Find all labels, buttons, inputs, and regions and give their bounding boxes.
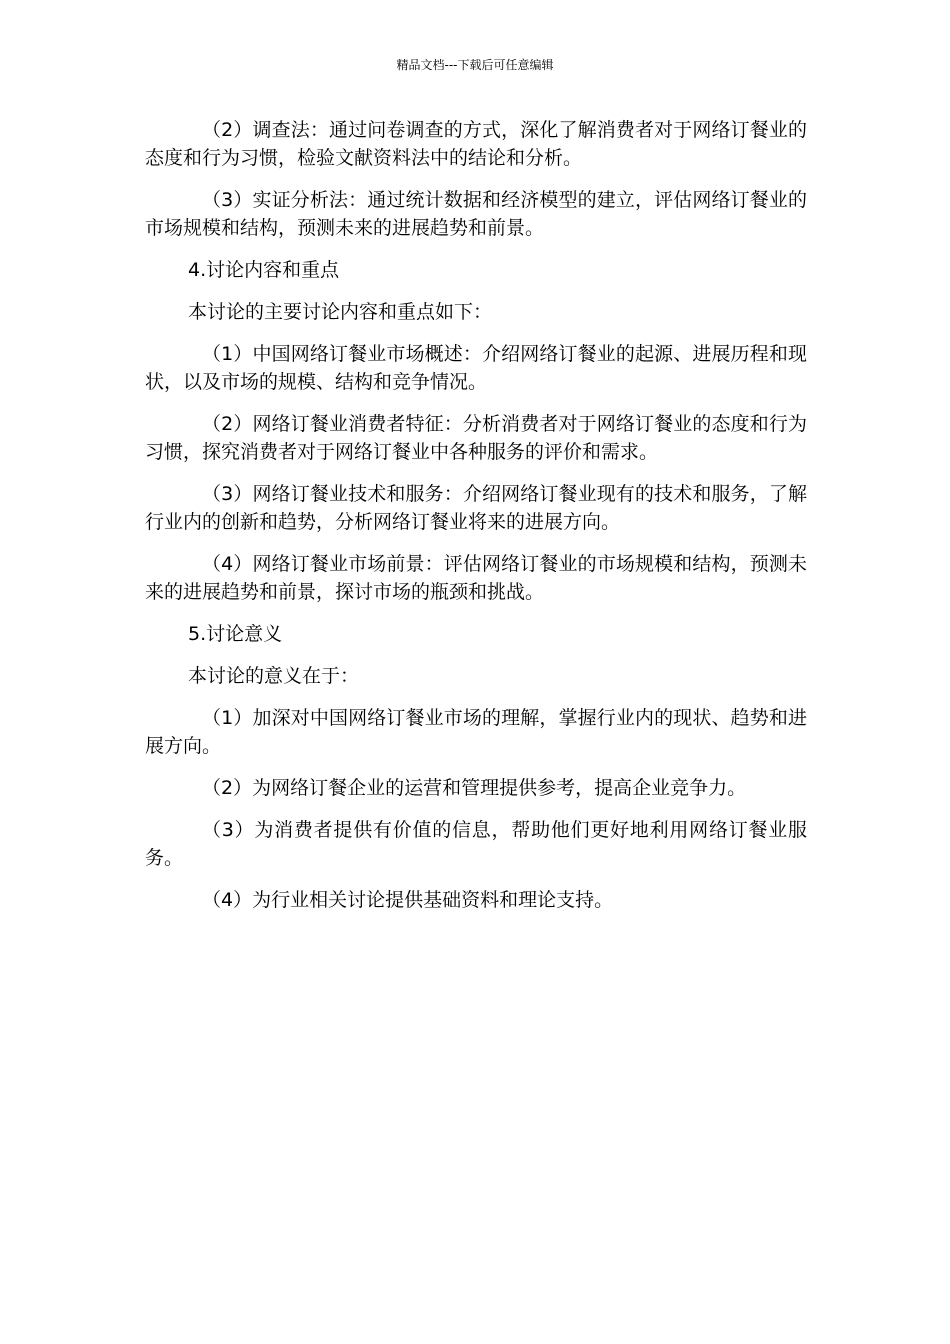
paragraph-consumer-features: （2）网络订餐业消费者特征：分析消费者对于网络订餐业的态度和行为习惯，探究消费者对于网络订餐业中各种服务的评价和需求。 [145, 413, 807, 463]
document-body [145, 116, 807, 928]
paragraph-survey-method: （2）调查法：通过问卷调查的方式，深化了解消费者对于网络订餐业的态度和行为习惯，检验文献资料法中的结论和分析。 [145, 119, 807, 169]
paragraph-content-intro: 本讨论的主要讨论内容和重点如下： [188, 301, 493, 323]
paragraph-market-outlook: （4）网络订餐业市场前景：评估网络订餐业的市场规模和结构，预测未来的进展趋势和前景，探讨市场的瓶颈和挑战。 [145, 553, 807, 603]
paragraph-empirical-method: （3）实证分析法：通过统计数据和经济模型的建立，评估网络订餐业的市场规模和结构，预测未来的进展趋势和前景。 [145, 189, 807, 239]
paragraph-significance-intro: 本讨论的意义在于： [188, 665, 360, 687]
section-heading-significance: 5.讨论意义 [188, 623, 283, 645]
section-heading-content: 4.讨论内容和重点 [188, 259, 340, 281]
paragraph-significance-4: （4）为行业相关讨论提供基础资料和理论支持。 [202, 889, 614, 911]
paragraph-significance-1: （1）加深对中国网络订餐业市场的理解，掌握行业内的现状、趋势和进展方向。 [145, 707, 807, 757]
paragraph-significance-3: （3）为消费者提供有价值的信息，帮助他们更好地利用网络订餐业服务。 [145, 819, 807, 869]
paragraph-significance-2: （2）为网络订餐企业的运营和管理提供参考，提高企业竞争力。 [202, 777, 747, 799]
paragraph-market-overview: （1）中国网络订餐业市场概述：介绍网络订餐业的起源、进展历程和现状，以及市场的规模、结构和竞争情况。 [145, 343, 807, 393]
paragraph-tech-services: （3）网络订餐业技术和服务：介绍网络订餐业现有的技术和服务，了解行业内的创新和趋势，分析网络订餐业将来的进展方向。 [145, 483, 807, 533]
page-header: 精品文档---下载后可任意编辑 [396, 58, 554, 72]
